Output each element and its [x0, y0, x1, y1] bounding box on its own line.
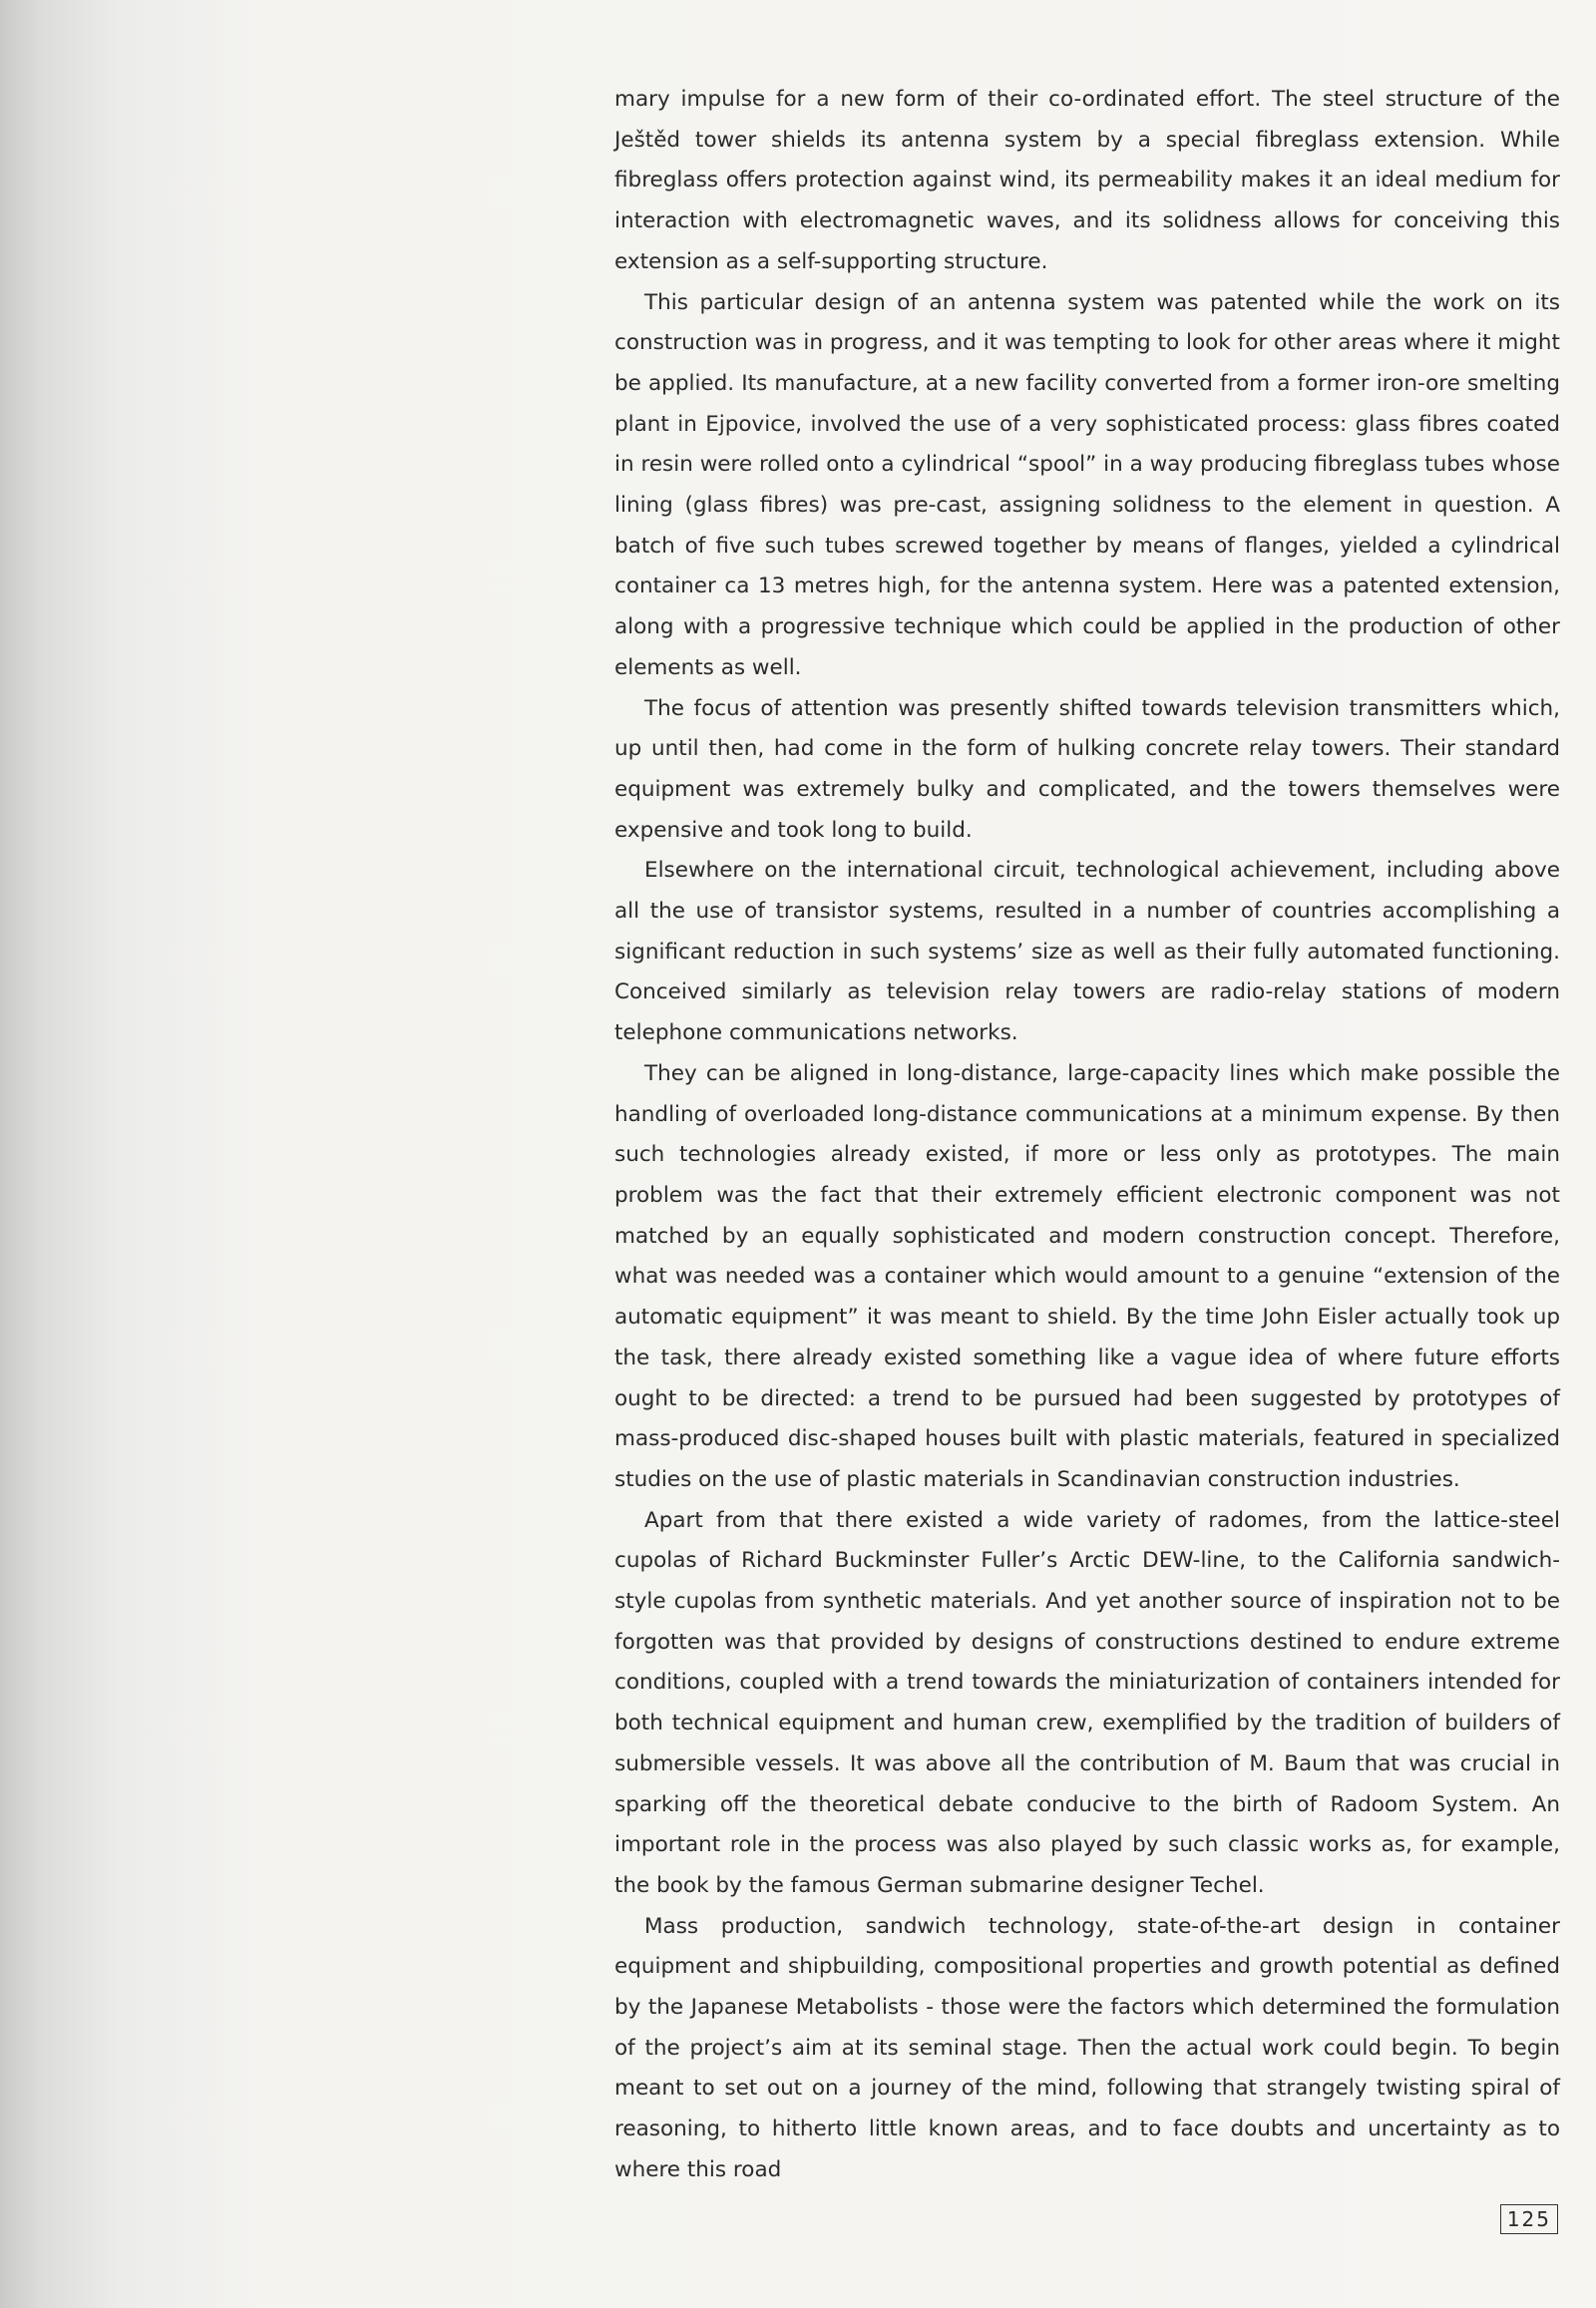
paragraph-3: The focus of attention was presently shifted towards television transmitters which, up until then, had come in the form of hulking concrete relay towers. Their standard equipment was extremely bulky and complicated, and the towers themselves were expensive and took long to build. [614, 695, 1560, 843]
paragraph-4: Elsewhere on the international circuit, technological achievement, including above all the use of transistor systems, resulted in a number of countries accomplishing a significant reduction in such systems’ size as well as their fully automated functioning. Conceived similarly as television relay towers are radio-relay stations of modern telephone communications networks. [614, 858, 1560, 1046]
paragraph-5: They can be aligned in long-distance, large-capacity lines which make possible the handling of overloaded long-distance communications at a minimum expense. By then such technologies already existed, if more or less only as prototypes. The main problem was the fact that their extremely efficient electronic component was not matched by an equally sophisticated and modern construction concept. Therefore, what was needed was a container which would amount to a genuine “extension of the automatic equipment” it was meant to shield. By the time John Eisler actually took up the task, there already existed something like a vague idea of where future efforts ought to be directed: a trend to be pursued had been suggested by prototypes of mass-produced disc-shaped houses built with plastic materials, featured in specialized studies on the use of plastic materials in Scandinavian construction industries. [614, 1060, 1560, 1492]
page-number: 125 [1500, 2204, 1558, 2234]
paragraph-2: This particular design of an antenna system was patented while the work on its construction was in progress, and it was tempting to look for other areas where it might be applied. Its manufacture, at a new facility converted from a former iron-ore smelting plant in Ejpovice, involved the use of a very sophisticated process: glass fibres coated in resin were rolled onto a cylindrical “spool” in a way producing fibreglass tubes whose lining (glass fibres) was pre-cast, assigning solidness to the element in question. A batch of five such tubes screwed together by means of flanges, yielded a cylindrical container ca 13 metres high, for the antenna system. Here was a patented extension, along with a progressive technique which could be applied in the production of other elements as well. [614, 289, 1560, 680]
paragraph-6: Apart from that there existed a wide variety of radomes, from the lattice-steel cupolas of Richard Buckminster Fuller’s Arctic DEW-line, to the California sandwich-style cupolas from synthetic materials. And yet another source of inspiration not to be forgotten was that provided by designs of constructions destined to endure extreme conditions, coupled with a trend towards the miniaturization of containers intended for both technical equipment and human crew, exemplified by the tradition of builders of submersible vessels. It was above all the contribution of M. Baum that was crucial in sparking off the theoretical debate conducive to the birth of Radoom System. An important role in the process was also played by such classic works as, for example, the book by the famous German submarine designer Techel. [614, 1507, 1560, 1898]
body-text [614, 80, 1560, 2191]
paragraph-7: Mass production, sandwich technology, state-of-the-art design in container equipment and shipbuilding, compositional properties and growth potential as defined by the Japanese Metabolists - those were the factors which determined the formulation of the project’s aim at its seminal stage. Then the actual work could begin. To begin meant to set out on a journey of the mind, following that strangely twisting spiral of reasoning, to hitherto little known areas, and to face doubts and uncertainty as to where this road [614, 1913, 1560, 2182]
paragraph-1: mary impulse for a new form of their co-ordinated effort. The steel structure of the Ještěd tower shields its antenna system by a special fibreglass extension. While fibreglass offers protection against wind, its permeability makes it an ideal medium for interaction with electromagnetic waves, and its solidness allows for conceiving this extension as a self-supporting structure. [614, 87, 1560, 274]
